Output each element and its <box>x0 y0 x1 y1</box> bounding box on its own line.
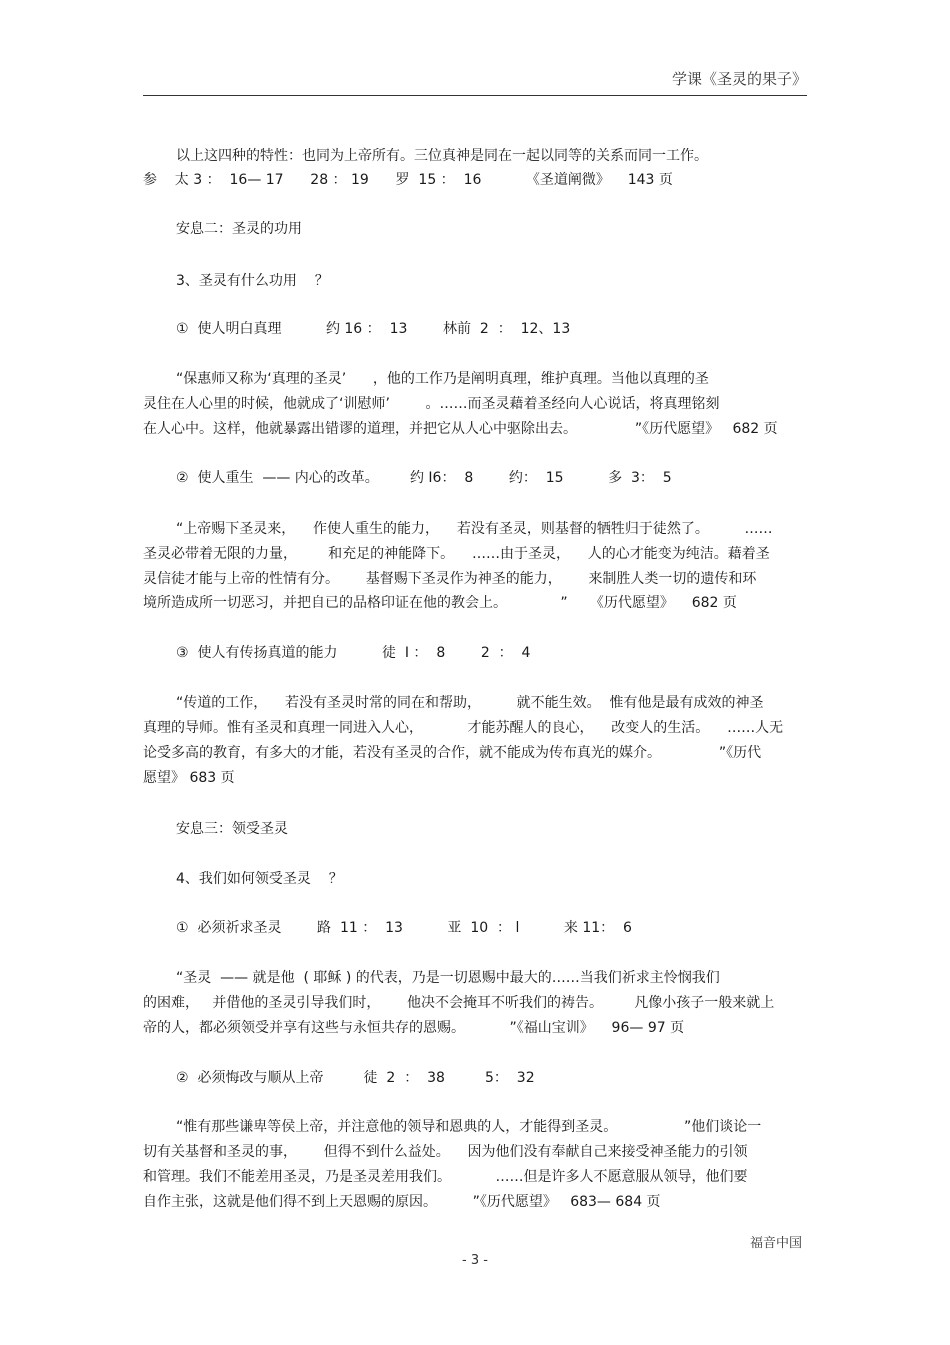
quote-line: 自作主张，这就是他们得不到上天恩赐的原因。 ”《历代愿望》 683— 684 页 <box>143 1194 661 1210</box>
quote-line: 在人心中。这样，他就暴露出错谬的道理，并把它从人心中驱除出去。 ”《历代愿望》 682 页 <box>143 421 778 437</box>
section-heading: 安息三：领受圣灵 <box>176 821 288 837</box>
quote-line: 真理的导师。惟有圣灵和真理一同进入人心， 才能苏醒人的良心， 改变人的生活。 ……人无 <box>143 720 784 736</box>
quote-line: 境所造成所一切恶习，并把自已的品格印证在他的教会上。 ” 《历代愿望》 682 页 <box>143 595 737 611</box>
footer-org: 福音中国 <box>749 1236 802 1251</box>
quote-line: 灵住在人心里的时候，他就成了‘训慰师’ 。……而圣灵藉着圣经向人心说话，将真理铭刻 <box>143 396 720 412</box>
quote-line: “上帝赐下圣灵来， 作使人重生的能力， 若没有圣灵，则基督的牺牲归于徒然了。 …… <box>176 521 773 537</box>
question-heading: 3、圣灵有什么功用 ？ <box>176 273 329 289</box>
point-heading: ① 使人明白真理 约 16 ： 13 林前 2 ： 12、13 <box>176 321 571 337</box>
quote-line: 论受多高的教育，有多大的才能，若没有圣灵的合作，就不能成为传布真光的媒介。 ”《历代 <box>143 745 762 761</box>
quote-line: “惟有那些谦卑等侯上帝，并注意他的领导和恩典的人，才能得到圣灵。 ”他们谈论一 <box>176 1119 762 1135</box>
quote-line: 的困难， 并借他的圣灵引导我们时， 他决不会掩耳不听我们的祷告。 凡像小孩子一般来就上 <box>143 995 775 1011</box>
point-heading: ③ 使人有传扬真道的能力 徒 I ： 8 2 ： 4 <box>176 645 531 661</box>
header-rule <box>143 95 807 96</box>
header-title: 学课《圣灵的果子》 <box>671 70 807 88</box>
quote-line: 灵信徒才能与上帝的性情有分。 基督赐下圣灵作为神圣的能力， 来制胜人类一切的遗传和环 <box>143 571 757 587</box>
question-heading: 4、我们如何领受圣灵 ？ <box>176 871 343 887</box>
quote-line: “保惠师又称为‘真理的圣灵’ ，他的工作乃是阐明真理，维护真理。当他以真理的圣 <box>176 371 709 387</box>
reference-line: 参 太 3 ： 16— 17 28 ： 19 罗 15 ： 16 《圣道阐微》 143 页 <box>143 172 673 188</box>
paragraph-line: 以上这四种的特性：也同为上帝所有。三位真神是同在一起以同等的关系而同一工作。 <box>176 148 708 164</box>
quote-line: “传道的工作， 若没有圣灵时常的同在和帮助， 就不能生效。 惟有他是最有成效的神圣 <box>176 695 764 711</box>
section-heading: 安息二：圣灵的功用 <box>176 221 302 237</box>
quote-line: “圣灵 —— 就是他 ( 耶稣 ) 的代表，乃是一切恩赐中最大的……当我们祈求主怜悯我们 <box>176 970 720 986</box>
quote-line: 和管理。我们不能差用圣灵，乃是圣灵差用我们。 ……但是许多人不愿意服从领导，他们要 <box>143 1169 748 1185</box>
point-heading: ① 必须祈求圣灵 路 11 ： 13 亚 10 ： l 来 11： 6 <box>176 920 632 936</box>
quote-line: 帝的人，都必须领受并享有这些与永恒共存的恩赐。 ”《福山宝训》 96— 97 页 <box>143 1020 685 1036</box>
point-heading: ② 必须悔改与顺从上帝 徒 2 ： 38 5： 32 <box>176 1070 535 1086</box>
page-number: - 3 - <box>462 1253 488 1268</box>
point-heading: ② 使人重生 —— 内心的改革。 约 I6： 8 约： 15 多 3： 5 <box>176 470 672 486</box>
quote-line: 圣灵必带着无限的力量， 和充足的神能降下。 ……由于圣灵， 人的心才能变为纯洁。藉着圣 <box>143 546 770 562</box>
quote-line: 愿望》 683 页 <box>143 770 235 786</box>
quote-line: 切有关基督和圣灵的事， 但得不到什么益处。 因为他们没有奉献自己来接受神圣能力的引领 <box>143 1144 748 1160</box>
